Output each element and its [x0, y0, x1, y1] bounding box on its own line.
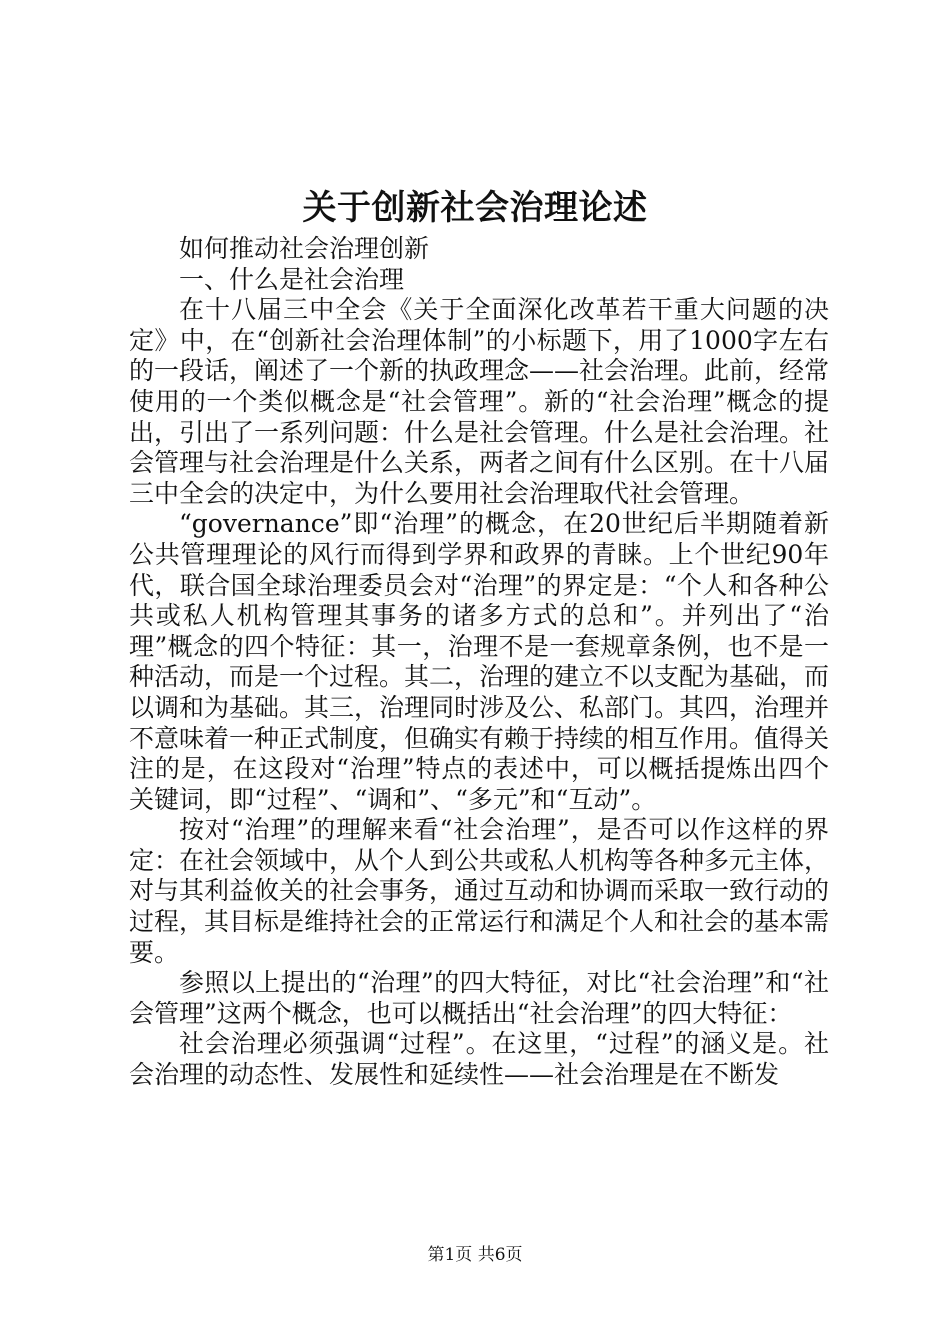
- body-paragraph: “governance”即“治理”的概念，在20世纪后半期随着新公共管理理论的风行而得到学界和政界的青睐。上个世纪90年代，联合国全球治理委员会对“治理”的界定是：“个人和各种公共或私人机构管理其事务的诸多方式的总和”。并列出了“治理”概念的四个特征：其一，治理不是一套规章条例，也不是一种活动，而是一个过程。其二，治理的建立不以支配为基础，而以调和为基础。其三，治理同时涉及公、私部门。其四，治理并不意味着一种正式制度，但确实有赖于持续的相互作用。值得关注的是，在这段对“治理”特点的表述中，可以概括提炼出四个关键词，即“过程”、“调和”、“多元”和“互动”。: [129, 509, 830, 814]
- body-paragraph: 按对“治理”的理解来看“社会治理”，是否可以作这样的界定：在社会领域中，从个人到公共或私人机构等各种多元主体，对与其利益攸关的社会事务，通过互动和协调而采取一致行动的过程，其目标是维持社会的正常运行和满足个人和社会的基本需要。: [129, 815, 830, 967]
- section-one-heading: 一、什么是社会治理: [179, 264, 405, 294]
- document-title: 关于创新社会治理论述: [302, 188, 648, 228]
- document-body: [129, 234, 829, 1091]
- section-intro-heading: 如何推动社会治理创新: [179, 234, 430, 263]
- page-number-footer: 第1页 共6页: [427, 1245, 523, 1265]
- body-paragraph: 参照以上提出的“治理”的四大特征，对比“社会治理”和“社会管理”这两个概念，也可以概括出“社会治理”的四大特征：: [129, 968, 829, 1028]
- body-paragraph: 在十八届三中全会《关于全面深化改革若干重大问题的决定》中，在“创新社会治理体制”的小标题下，用了1000字左右的一段话，阐述了一个新的执政理念——社会治理。此前，经常使用的一个类似概念是“社会管理”。新的“社会治理”概念的提出，引出了一系列问题：什么是社会管理。什么是社会治理。社会管理与社会治理是什么关系，两者之间有什么区别。在十八届三中全会的决定中，为什么要用社会治理取代社会管理。: [129, 295, 830, 508]
- body-paragraph: 社会治理必须强调“过程”。在这里，“过程”的涵义是。社会治理的动态性、发展性和延续性——社会治理是在不断发: [129, 1029, 829, 1090]
